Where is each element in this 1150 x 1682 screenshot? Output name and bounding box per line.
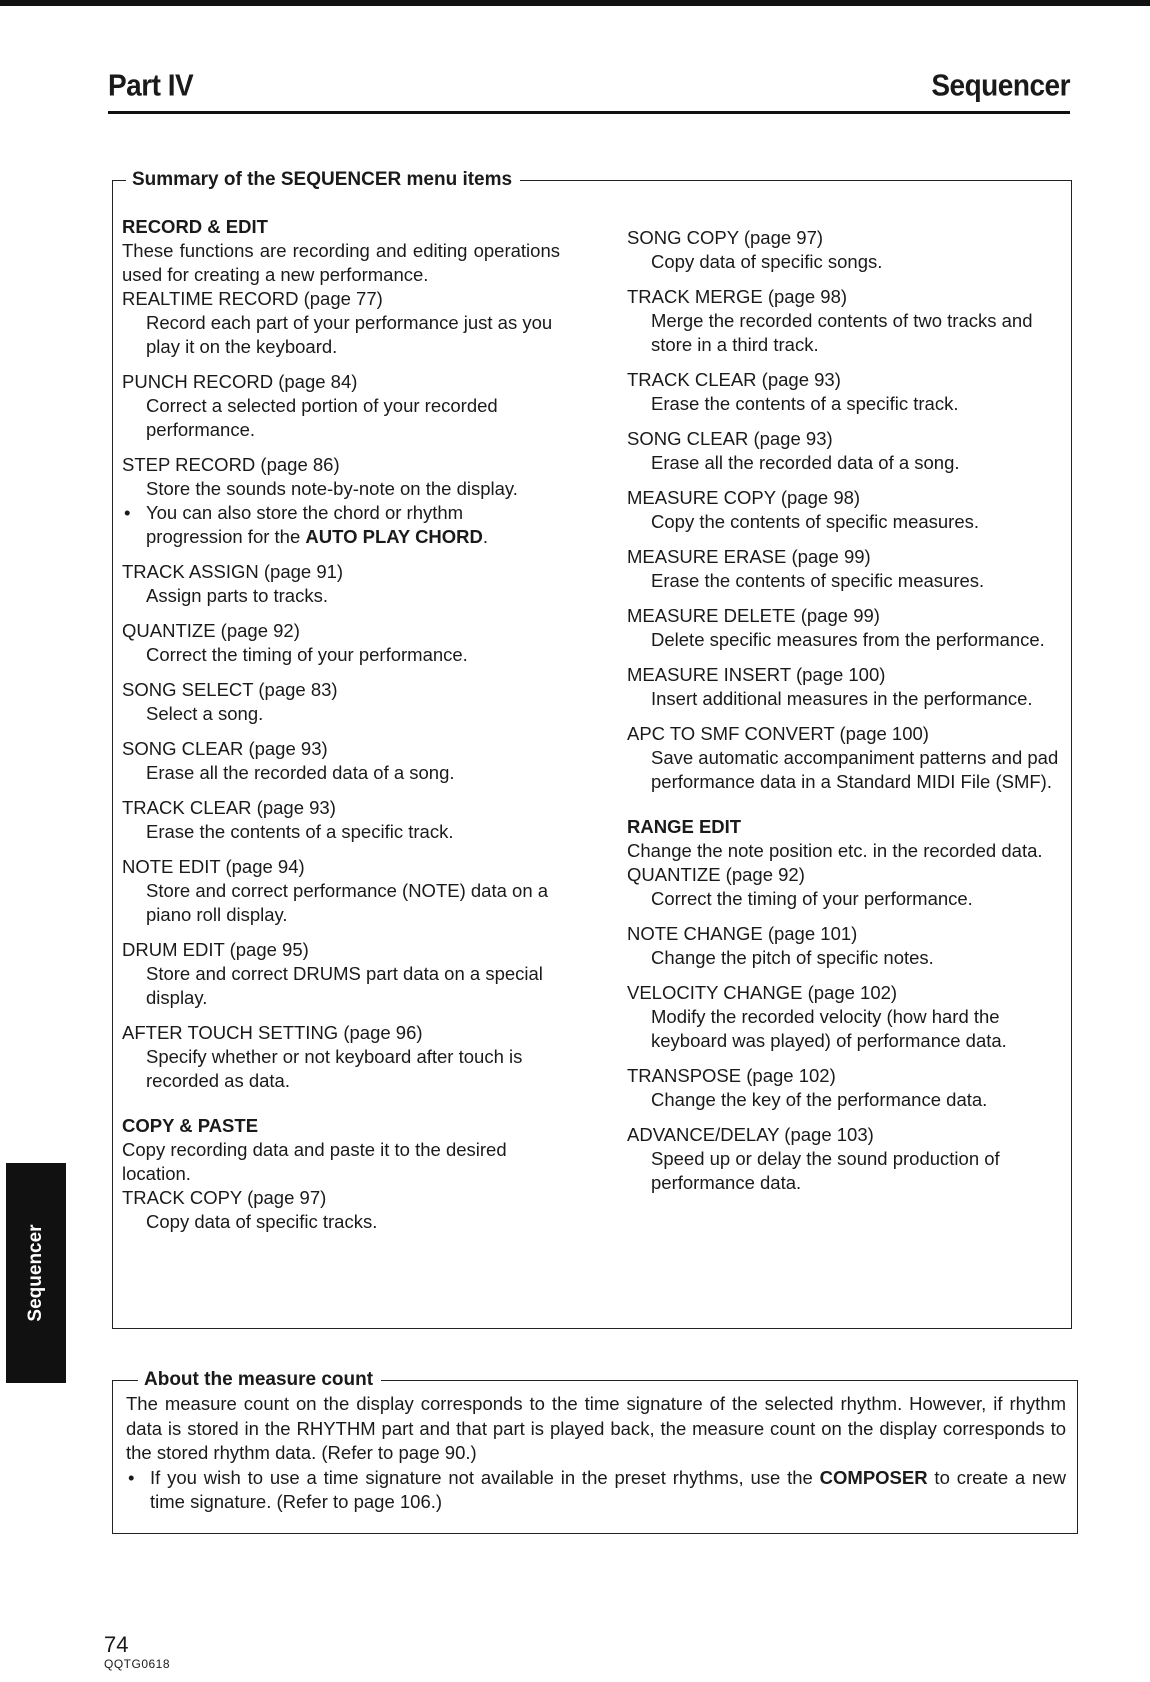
menu-entry [627, 226, 1065, 274]
page-title: Sequencer [931, 68, 1070, 103]
menu-entry-desc: Correct a selected portion of your recorded performance. [146, 395, 498, 440]
menu-entry-name: SONG CLEAR (page 93) [122, 738, 328, 759]
menu-entry-name: SONG COPY (page 97) [627, 227, 824, 248]
menu-entry-desc: Store and correct performance (NOTE) data on a piano roll display. [146, 880, 549, 925]
menu-entry-name: TRACK MERGE (page 98) [627, 286, 848, 307]
menu-entry-name: MEASURE COPY (page 98) [627, 487, 861, 508]
part-label: Part IV [108, 68, 194, 103]
menu-entry [627, 663, 1065, 711]
menu-entry-desc: Erase the contents of a specific track. [651, 393, 959, 414]
about-body [126, 1392, 1066, 1515]
menu-entry-name: TRANSPOSE (page 102) [627, 1065, 836, 1086]
menu-entry-name: REALTIME RECORD (page 77) [122, 288, 383, 309]
menu-entry-desc: Copy the contents of specific measures. [651, 511, 980, 532]
menu-entry-name: TRACK ASSIGN (page 91) [122, 561, 344, 582]
menu-entry-desc: Speed up or delay the sound production of performance data. [651, 1148, 1000, 1193]
menu-entry [627, 368, 1065, 416]
menu-entry [122, 796, 560, 844]
step-record-note: • You can also store the chord or rhythm progression for the AUTO PLAY CHORD. [124, 502, 489, 547]
menu-entry-name: APC TO SMF CONVERT (page 100) [627, 723, 929, 744]
menu-entry [122, 453, 560, 549]
menu-entry-desc: Select a song. [146, 703, 264, 724]
about-text: The measure count on the display corresponds to the time signature of the selected rhythm. However, if rhythm data is stored in the RHYTHM part and that part is played back, the measure count on the display corresponds to the stored rhythm data. (Refer to page 90.) [126, 1393, 1066, 1463]
menu-entry [627, 486, 1065, 534]
menu-entry-desc: Assign parts to tracks. [146, 585, 328, 606]
bullet-dot-icon: • [124, 502, 131, 523]
menu-entry-desc: Correct the timing of your performance. [146, 644, 468, 665]
menu-entry-name: QUANTIZE (page 92) [627, 864, 805, 885]
menu-entry-name: TRACK CLEAR (page 93) [627, 369, 841, 390]
menu-entry-name: MEASURE ERASE (page 99) [627, 546, 871, 567]
section-copy-paste-title: COPY & PASTE [122, 1115, 259, 1136]
menu-entry [122, 938, 560, 1010]
section-record-edit-intro: These functions are recording and editing operations used for creating a new performance. [122, 240, 560, 285]
menu-entry-desc: Store and correct DRUMS part data on a special display. [146, 963, 543, 1008]
menu-entry-desc: Copy data of specific songs. [651, 251, 883, 272]
menu-entry-desc: Change the pitch of specific notes. [651, 947, 934, 968]
menu-entry [122, 737, 560, 785]
menu-entry-name: PUNCH RECORD (page 84) [122, 371, 358, 392]
menu-entry [627, 604, 1065, 652]
menu-entry-name: AFTER TOUCH SETTING (page 96) [122, 1022, 423, 1043]
menu-entry-desc: Modify the recorded velocity (how hard the keyboard was played) of performance data. [651, 1006, 1007, 1051]
menu-entry-name: NOTE CHANGE (page 101) [627, 923, 858, 944]
menu-entry [122, 1021, 560, 1093]
menu-entry-name: TRACK COPY (page 97) [122, 1187, 327, 1208]
menu-entry-desc: Store the sounds note-by-note on the display. [146, 478, 518, 499]
menu-entry [627, 922, 1065, 970]
menu-entry [627, 545, 1065, 593]
menu-entry [122, 287, 560, 359]
section-record-edit-title: RECORD & EDIT [122, 216, 268, 237]
menu-entry [627, 285, 1065, 357]
menu-entry [627, 1123, 1065, 1195]
menu-entry-name: VELOCITY CHANGE (page 102) [627, 982, 898, 1003]
menu-entry-desc: Record each part of your performance just as you play it on the keyboard. [146, 312, 553, 357]
menu-entry-desc: Change the key of the performance data. [651, 1089, 988, 1110]
menu-entry [627, 863, 1065, 911]
menu-entry [122, 1186, 560, 1234]
menu-entry [627, 427, 1065, 475]
menu-entry-desc: Erase the contents of specific measures. [651, 570, 985, 591]
menu-entry-name: STEP RECORD (page 86) [122, 454, 340, 475]
menu-entry-desc: Erase the contents of a specific track. [146, 821, 454, 842]
menu-entry-name: TRACK CLEAR (page 93) [122, 797, 336, 818]
menu-entry-name: SONG CLEAR (page 93) [627, 428, 833, 449]
menu-entry [122, 619, 560, 667]
menu-entry-desc: Correct the timing of your performance. [651, 888, 973, 909]
about-note: • If you wish to use a time signature not available in the preset rhythms, use the COMPOSER to create a new time signature. (Refer to page 106.) [128, 1466, 1066, 1512]
menu-entry-desc: Merge the recorded contents of two tracks and store in a third track. [651, 310, 1033, 355]
menu-entry [122, 855, 560, 927]
menu-entry-name: DRUM EDIT (page 95) [122, 939, 309, 960]
summary-left-column [122, 215, 560, 1245]
top-rule [0, 0, 1150, 6]
menu-entry-name: MEASURE DELETE (page 99) [627, 605, 880, 626]
menu-entry-name: QUANTIZE (page 92) [122, 620, 300, 641]
menu-entry-desc: Specify whether or not keyboard after touch is recorded as data. [146, 1046, 523, 1091]
menu-entry [627, 722, 1065, 794]
menu-entry-name: NOTE EDIT (page 94) [122, 856, 305, 877]
menu-entry-desc: Copy data of specific tracks. [146, 1211, 378, 1232]
menu-entry-desc: Insert additional measures in the performance. [651, 688, 1033, 709]
menu-entry [627, 981, 1065, 1053]
menu-entry-desc: Save automatic accompaniment patterns and pad performance data in a Standard MIDI File (SMF). [651, 747, 1059, 792]
section-range-edit-intro: Change the note position etc. in the recorded data. [627, 840, 1043, 861]
menu-entry [122, 560, 560, 608]
summary-title: Summary of the SEQUENCER menu items [126, 169, 520, 191]
menu-entry [122, 678, 560, 726]
menu-entry-name: ADVANCE/DELAY (page 103) [627, 1124, 874, 1145]
document-code: QQTG0618 [104, 1657, 171, 1671]
about-title: About the measure count [138, 1369, 381, 1391]
menu-entry-name: SONG SELECT (page 83) [122, 679, 338, 700]
section-range-edit-title: RANGE EDIT [627, 816, 742, 837]
menu-entry-name: MEASURE INSERT (page 100) [627, 664, 886, 685]
menu-entry-desc: Erase all the recorded data of a song. [146, 762, 455, 783]
section-copy-paste-intro: Copy recording data and paste it to the desired location. [122, 1139, 507, 1184]
menu-entry-desc: Erase all the recorded data of a song. [651, 452, 960, 473]
page-number: 74 [104, 1632, 129, 1657]
menu-entry [627, 1064, 1065, 1112]
summary-right-column [627, 226, 1065, 1206]
header-rule [108, 111, 1070, 114]
side-tab-label: Sequencer [25, 1224, 46, 1322]
bullet-dot-icon: • [128, 1466, 135, 1488]
menu-entry [122, 370, 560, 442]
menu-entry-desc: Delete specific measures from the performance. [651, 629, 1045, 650]
